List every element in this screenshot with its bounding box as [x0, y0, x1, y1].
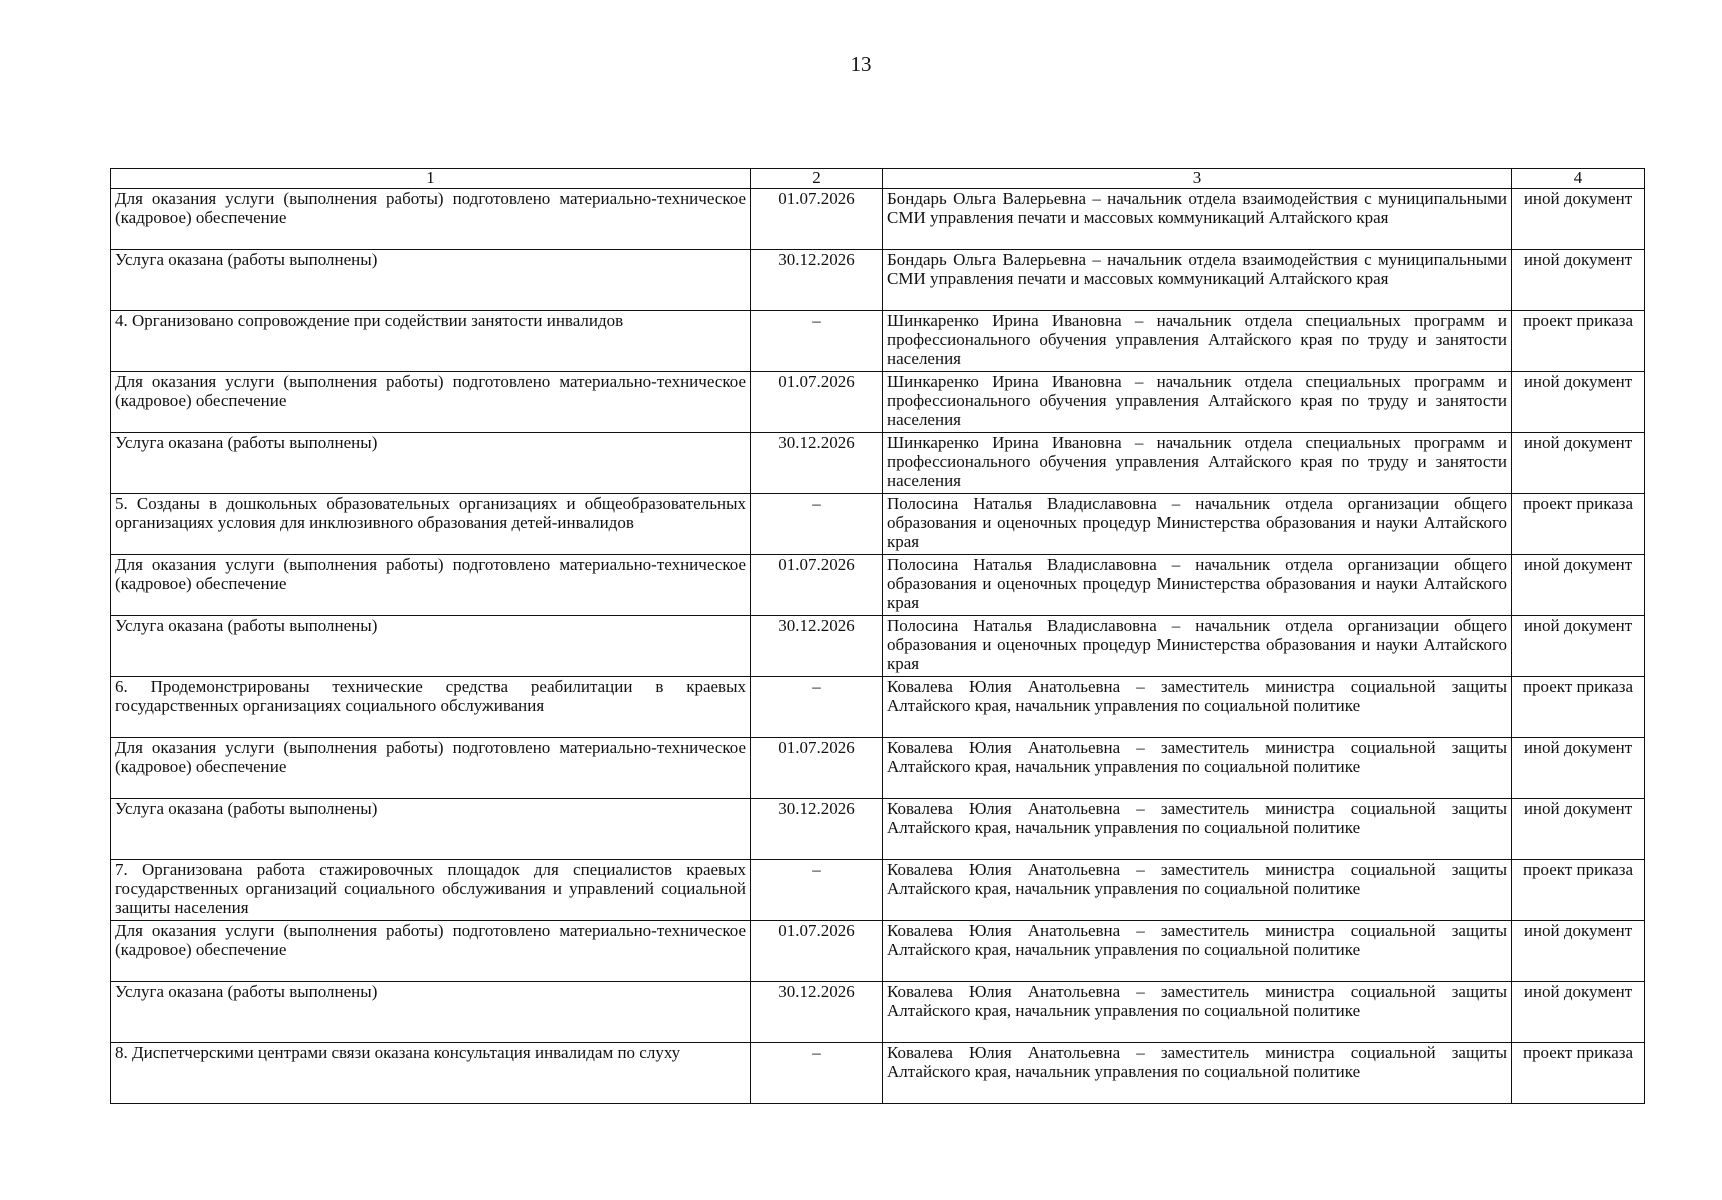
event-cell: Для оказания услуги (выполнения работы) подготовлено материально-техническое (кадровое) обеспечение	[111, 555, 751, 616]
table-row	[111, 494, 1645, 555]
table-row	[111, 616, 1645, 677]
header-col-1: 1	[111, 169, 751, 189]
table-body	[111, 189, 1645, 1104]
date-cell: –	[751, 1043, 883, 1104]
table-row	[111, 677, 1645, 738]
responsible-cell: Ковалева Юлия Анатольевна – заместитель министра социальной защиты Алтайского края, начальник управления по социальной политике	[883, 799, 1512, 860]
date-cell: 30.12.2026	[751, 433, 883, 494]
date-cell: 01.07.2026	[751, 555, 883, 616]
date-cell: 01.07.2026	[751, 921, 883, 982]
responsible-cell: Ковалева Юлия Анатольевна – заместитель министра социальной защиты Алтайского края, начальник управления по социальной политике	[883, 860, 1512, 921]
table-row	[111, 311, 1645, 372]
event-cell: Для оказания услуги (выполнения работы) подготовлено материально-техническое (кадровое) обеспечение	[111, 921, 751, 982]
document-cell: иной документ	[1512, 921, 1645, 982]
event-cell: 8. Диспетчерскими центрами связи оказана консультация инвалидам по слуху	[111, 1043, 751, 1104]
responsible-cell: Бондарь Ольга Валерьевна – начальник отдела взаимодействия с муниципальными СМИ управления печати и массовых коммуникаций Алтайского края	[883, 250, 1512, 311]
event-cell: 4. Организовано сопровождение при содействии занятости инвалидов	[111, 311, 751, 372]
event-cell: 5. Созданы в дошкольных образовательных организациях и общеобразовательных организациях условия для инклюзивного образования детей-инвалидов	[111, 494, 751, 555]
date-cell: –	[751, 860, 883, 921]
table-row	[111, 982, 1645, 1043]
table-row	[111, 799, 1645, 860]
document-cell: иной документ	[1512, 738, 1645, 799]
responsible-cell: Бондарь Ольга Валерьевна – начальник отдела взаимодействия с муниципальными СМИ управления печати и массовых коммуникаций Алтайского края	[883, 189, 1512, 250]
document-cell: иной документ	[1512, 616, 1645, 677]
table-row	[111, 1043, 1645, 1104]
table-row	[111, 738, 1645, 799]
event-cell: Услуга оказана (работы выполнены)	[111, 982, 751, 1043]
date-cell: 01.07.2026	[751, 372, 883, 433]
event-cell: Услуга оказана (работы выполнены)	[111, 616, 751, 677]
event-cell: 7. Организована работа стажировочных площадок для специалистов краевых государственных организаций социального обслуживания и управлений социальной защиты населения	[111, 860, 751, 921]
responsible-cell: Ковалева Юлия Анатольевна – заместитель министра социальной защиты Алтайского края, начальник управления по социальной политике	[883, 982, 1512, 1043]
event-cell: Для оказания услуги (выполнения работы) подготовлено материально-техническое (кадровое) обеспечение	[111, 189, 751, 250]
document-cell: иной документ	[1512, 982, 1645, 1043]
plan-table	[110, 168, 1645, 1104]
header-col-4: 4	[1512, 169, 1645, 189]
responsible-cell: Шинкаренко Ирина Ивановна – начальник отдела специальных программ и профессионального обучения управления Алтайского края по труду и занятости населения	[883, 372, 1512, 433]
date-cell: 30.12.2026	[751, 616, 883, 677]
header-col-2: 2	[751, 169, 883, 189]
responsible-cell: Ковалева Юлия Анатольевна – заместитель министра социальной защиты Алтайского края, начальник управления по социальной политике	[883, 677, 1512, 738]
table-row	[111, 921, 1645, 982]
document-cell: иной документ	[1512, 433, 1645, 494]
responsible-cell: Шинкаренко Ирина Ивановна – начальник отдела специальных программ и профессионального обучения управления Алтайского края по труду и занятости населения	[883, 311, 1512, 372]
header-col-3: 3	[883, 169, 1512, 189]
page-number: 13	[850, 52, 872, 76]
table-row	[111, 860, 1645, 921]
event-cell: Услуга оказана (работы выполнены)	[111, 433, 751, 494]
header-row	[111, 169, 1645, 189]
date-cell: 01.07.2026	[751, 189, 883, 250]
date-cell: 30.12.2026	[751, 250, 883, 311]
date-cell: –	[751, 677, 883, 738]
responsible-cell: Ковалева Юлия Анатольевна – заместитель министра социальной защиты Алтайского края, начальник управления по социальной политике	[883, 1043, 1512, 1104]
document-cell: иной документ	[1512, 372, 1645, 433]
event-cell: Услуга оказана (работы выполнены)	[111, 799, 751, 860]
event-cell: Услуга оказана (работы выполнены)	[111, 250, 751, 311]
responsible-cell: Полосина Наталья Владиславовна – начальник отдела организации общего образования и оценочных процедур Министерства образования и науки Алтайского края	[883, 616, 1512, 677]
table-row	[111, 433, 1645, 494]
document-cell: иной документ	[1512, 250, 1645, 311]
date-cell: 30.12.2026	[751, 799, 883, 860]
responsible-cell: Полосина Наталья Владиславовна – начальник отдела организации общего образования и оценочных процедур Министерства образования и науки Алтайского края	[883, 494, 1512, 555]
document-cell: иной документ	[1512, 555, 1645, 616]
document-cell: проект приказа	[1512, 1043, 1645, 1104]
table-header	[111, 169, 1645, 189]
event-cell: Для оказания услуги (выполнения работы) подготовлено материально-техническое (кадровое) обеспечение	[111, 738, 751, 799]
date-cell: –	[751, 311, 883, 372]
date-cell: 01.07.2026	[751, 738, 883, 799]
document-cell: проект приказа	[1512, 677, 1645, 738]
document-cell: иной документ	[1512, 799, 1645, 860]
table-row	[111, 555, 1645, 616]
responsible-cell: Ковалева Юлия Анатольевна – заместитель министра социальной защиты Алтайского края, начальник управления по социальной политике	[883, 738, 1512, 799]
date-cell: –	[751, 494, 883, 555]
responsible-cell: Полосина Наталья Владиславовна – начальник отдела организации общего образования и оценочных процедур Министерства образования и науки Алтайского края	[883, 555, 1512, 616]
responsible-cell: Ковалева Юлия Анатольевна – заместитель министра социальной защиты Алтайского края, начальник управления по социальной политике	[883, 921, 1512, 982]
responsible-cell: Шинкаренко Ирина Ивановна – начальник отдела специальных программ и профессионального обучения управления Алтайского края по труду и занятости населения	[883, 433, 1512, 494]
date-cell: 30.12.2026	[751, 982, 883, 1043]
table-row	[111, 250, 1645, 311]
document-cell: проект приказа	[1512, 860, 1645, 921]
document-cell: иной документ	[1512, 189, 1645, 250]
document-cell: проект приказа	[1512, 311, 1645, 372]
table-row	[111, 189, 1645, 250]
table-row	[111, 372, 1645, 433]
event-cell: 6. Продемонстрированы технические средства реабилитации в краевых государственных организациях социального обслуживания	[111, 677, 751, 738]
document-cell: проект приказа	[1512, 494, 1645, 555]
event-cell: Для оказания услуги (выполнения работы) подготовлено материально-техническое (кадровое) обеспечение	[111, 372, 751, 433]
